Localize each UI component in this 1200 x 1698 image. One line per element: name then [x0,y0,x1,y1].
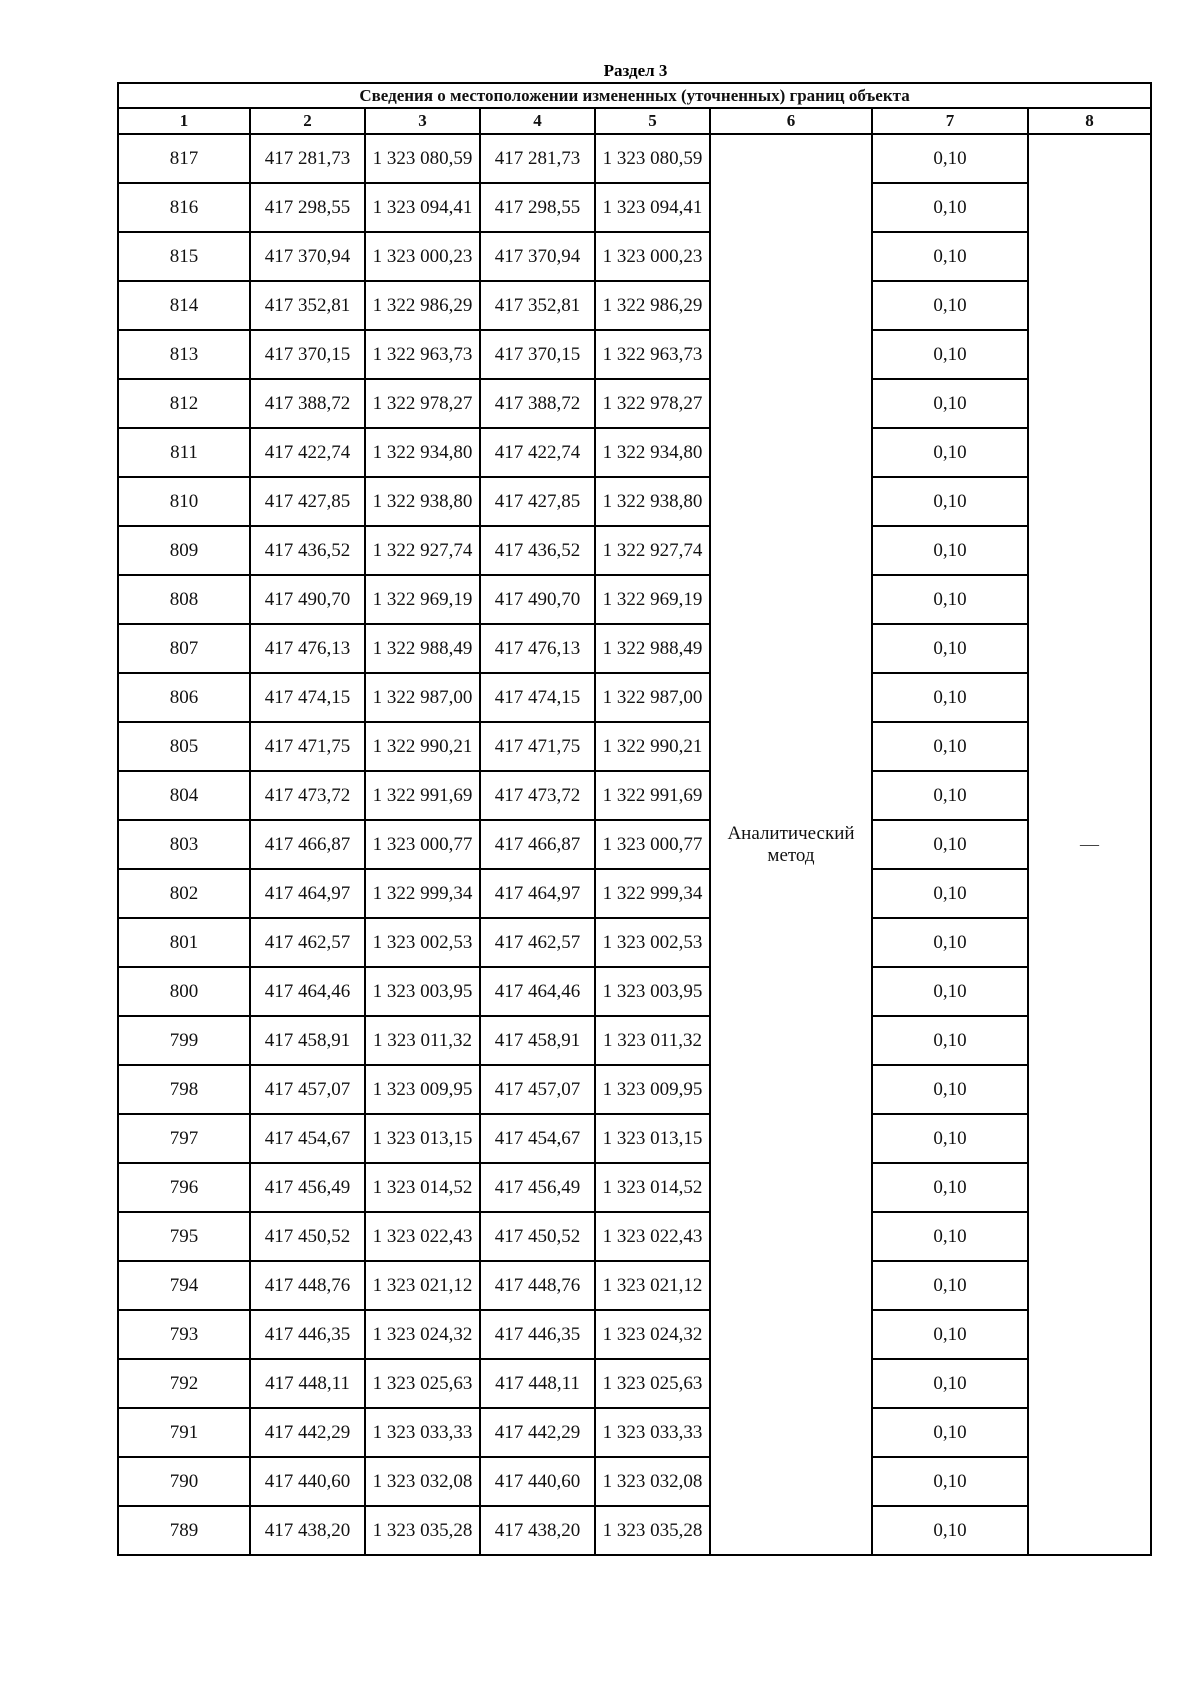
point-number-cell: 804 [118,771,250,820]
y-new-cell: 1 322 999,34 [595,869,710,918]
y-old-cell: 1 322 990,21 [365,722,480,771]
point-number-cell: 811 [118,428,250,477]
x-new-cell: 417 370,15 [480,330,595,379]
point-number-cell: 803 [118,820,250,869]
point-number-cell: 795 [118,1212,250,1261]
accuracy-cell: 0,10 [872,624,1028,673]
accuracy-cell: 0,10 [872,1310,1028,1359]
accuracy-cell: 0,10 [872,330,1028,379]
y-old-cell: 1 322 969,19 [365,575,480,624]
y-new-cell: 1 323 011,32 [595,1016,710,1065]
x-new-cell: 417 388,72 [480,379,595,428]
y-old-cell: 1 322 963,73 [365,330,480,379]
table-row [118,722,1151,771]
accuracy-cell: 0,10 [872,428,1028,477]
x-new-cell: 417 474,15 [480,673,595,722]
x-old-cell: 417 422,74 [250,428,365,477]
table-row [118,1163,1151,1212]
x-old-cell: 417 476,13 [250,624,365,673]
point-number-cell: 815 [118,232,250,281]
table-row [118,967,1151,1016]
y-new-cell: 1 322 988,49 [595,624,710,673]
y-new-cell: 1 322 938,80 [595,477,710,526]
y-old-cell: 1 322 999,34 [365,869,480,918]
point-number-cell: 806 [118,673,250,722]
y-new-cell: 1 322 991,69 [595,771,710,820]
x-old-cell: 417 473,72 [250,771,365,820]
note-cell: — [1028,134,1151,1555]
table-row [118,1016,1151,1065]
x-old-cell: 417 457,07 [250,1065,365,1114]
x-new-cell: 417 440,60 [480,1457,595,1506]
section-title: Раздел 3 [603,61,668,80]
x-new-cell: 417 446,35 [480,1310,595,1359]
x-new-cell: 417 448,76 [480,1261,595,1310]
y-old-cell: 1 323 080,59 [365,134,480,183]
y-old-cell: 1 323 000,77 [365,820,480,869]
x-old-cell: 417 440,60 [250,1457,365,1506]
x-old-cell: 417 438,20 [250,1506,365,1555]
accuracy-cell: 0,10 [872,1114,1028,1163]
column-number: 3 [365,108,480,134]
y-old-cell: 1 323 003,95 [365,967,480,1016]
x-new-cell: 417 454,67 [480,1114,595,1163]
x-old-cell: 417 450,52 [250,1212,365,1261]
x-new-cell: 417 438,20 [480,1506,595,1555]
y-new-cell: 1 322 987,00 [595,673,710,722]
x-old-cell: 417 466,87 [250,820,365,869]
x-old-cell: 417 448,76 [250,1261,365,1310]
x-old-cell: 417 427,85 [250,477,365,526]
accuracy-cell: 0,10 [872,477,1028,526]
y-new-cell: 1 323 003,95 [595,967,710,1016]
column-number: 6 [710,108,872,134]
y-new-cell: 1 323 002,53 [595,918,710,967]
y-new-cell: 1 323 032,08 [595,1457,710,1506]
accuracy-cell: 0,10 [872,134,1028,183]
y-new-cell: 1 323 000,23 [595,232,710,281]
x-new-cell: 417 442,29 [480,1408,595,1457]
y-old-cell: 1 323 021,12 [365,1261,480,1310]
accuracy-cell: 0,10 [872,232,1028,281]
accuracy-cell: 0,10 [872,722,1028,771]
table-row [118,183,1151,232]
accuracy-cell: 0,10 [872,575,1028,624]
y-old-cell: 1 322 978,27 [365,379,480,428]
accuracy-cell: 0,10 [872,1212,1028,1261]
accuracy-cell: 0,10 [872,1163,1028,1212]
accuracy-cell: 0,10 [872,673,1028,722]
table-row [118,820,1151,869]
x-new-cell: 417 464,46 [480,967,595,1016]
x-old-cell: 417 456,49 [250,1163,365,1212]
table-row [118,1457,1151,1506]
x-new-cell: 417 456,49 [480,1163,595,1212]
y-old-cell: 1 322 988,49 [365,624,480,673]
x-new-cell: 417 471,75 [480,722,595,771]
column-number: 4 [480,108,595,134]
x-old-cell: 417 352,81 [250,281,365,330]
table-row [118,428,1151,477]
table-row [118,1506,1151,1555]
point-number-cell: 794 [118,1261,250,1310]
y-new-cell: 1 323 080,59 [595,134,710,183]
y-old-cell: 1 323 009,95 [365,1065,480,1114]
accuracy-cell: 0,10 [872,1261,1028,1310]
x-old-cell: 417 298,55 [250,183,365,232]
x-new-cell: 417 427,85 [480,477,595,526]
table-row [118,869,1151,918]
x-new-cell: 417 352,81 [480,281,595,330]
x-old-cell: 417 446,35 [250,1310,365,1359]
x-new-cell: 417 473,72 [480,771,595,820]
column-number: 7 [872,108,1028,134]
y-old-cell: 1 323 024,32 [365,1310,480,1359]
point-number-cell: 810 [118,477,250,526]
column-number: 1 [118,108,250,134]
y-old-cell: 1 323 025,63 [365,1359,480,1408]
column-number: 8 [1028,108,1151,134]
x-new-cell: 417 436,52 [480,526,595,575]
table-row [118,477,1151,526]
y-new-cell: 1 323 014,52 [595,1163,710,1212]
y-old-cell: 1 322 987,00 [365,673,480,722]
point-number-cell: 792 [118,1359,250,1408]
y-new-cell: 1 322 969,19 [595,575,710,624]
x-new-cell: 417 450,52 [480,1212,595,1261]
point-number-cell: 809 [118,526,250,575]
point-number-cell: 797 [118,1114,250,1163]
x-new-cell: 417 448,11 [480,1359,595,1408]
x-new-cell: 417 422,74 [480,428,595,477]
table-row [118,232,1151,281]
x-old-cell: 417 442,29 [250,1408,365,1457]
x-old-cell: 417 281,73 [250,134,365,183]
table-row [118,379,1151,428]
x-new-cell: 417 466,87 [480,820,595,869]
accuracy-cell: 0,10 [872,1408,1028,1457]
accuracy-cell: 0,10 [872,379,1028,428]
table-row [118,1261,1151,1310]
table-body [118,134,1151,1555]
column-number: 5 [595,108,710,134]
x-old-cell: 417 448,11 [250,1359,365,1408]
point-number-cell: 805 [118,722,250,771]
y-old-cell: 1 322 927,74 [365,526,480,575]
x-new-cell: 417 298,55 [480,183,595,232]
point-number-cell: 816 [118,183,250,232]
y-new-cell: 1 322 986,29 [595,281,710,330]
table-row [118,624,1151,673]
x-old-cell: 417 436,52 [250,526,365,575]
y-new-cell: 1 323 021,12 [595,1261,710,1310]
point-number-cell: 807 [118,624,250,673]
x-old-cell: 417 370,94 [250,232,365,281]
method-label-line2: метод [767,844,815,866]
y-new-cell: 1 323 033,33 [595,1408,710,1457]
table-row [118,1065,1151,1114]
y-new-cell: 1 322 990,21 [595,722,710,771]
x-old-cell: 417 464,46 [250,967,365,1016]
y-new-cell: 1 323 024,32 [595,1310,710,1359]
point-number-cell: 796 [118,1163,250,1212]
table-row [118,1359,1151,1408]
table-row [118,918,1151,967]
accuracy-cell: 0,10 [872,771,1028,820]
x-new-cell: 417 458,91 [480,1016,595,1065]
point-number-cell: 789 [118,1506,250,1555]
x-old-cell: 417 471,75 [250,722,365,771]
x-old-cell: 417 462,57 [250,918,365,967]
y-new-cell: 1 323 000,77 [595,820,710,869]
table-caption-row [118,83,1151,108]
point-number-cell: 801 [118,918,250,967]
point-number-cell: 790 [118,1457,250,1506]
x-old-cell: 417 458,91 [250,1016,365,1065]
accuracy-cell: 0,10 [872,1016,1028,1065]
column-number: 2 [250,108,365,134]
accuracy-cell: 0,10 [872,281,1028,330]
table-row [118,134,1151,183]
y-old-cell: 1 322 986,29 [365,281,480,330]
y-old-cell: 1 322 938,80 [365,477,480,526]
table-row [118,526,1151,575]
method-cell [710,134,872,1555]
table-row [118,1114,1151,1163]
accuracy-cell: 0,10 [872,820,1028,869]
x-new-cell: 417 476,13 [480,624,595,673]
table-row [118,1408,1151,1457]
accuracy-cell: 0,10 [872,1065,1028,1114]
y-old-cell: 1 323 033,33 [365,1408,480,1457]
x-new-cell: 417 281,73 [480,134,595,183]
point-number-cell: 813 [118,330,250,379]
point-number-cell: 808 [118,575,250,624]
y-new-cell: 1 322 978,27 [595,379,710,428]
accuracy-cell: 0,10 [872,1359,1028,1408]
accuracy-cell: 0,10 [872,526,1028,575]
y-old-cell: 1 323 011,32 [365,1016,480,1065]
y-new-cell: 1 323 013,15 [595,1114,710,1163]
x-new-cell: 417 457,07 [480,1065,595,1114]
x-old-cell: 417 370,15 [250,330,365,379]
table-row [118,575,1151,624]
column-number-row [118,108,1151,134]
table-row [118,330,1151,379]
accuracy-cell: 0,10 [872,183,1028,232]
table-row [118,771,1151,820]
y-old-cell: 1 322 934,80 [365,428,480,477]
y-old-cell: 1 323 014,52 [365,1163,480,1212]
y-old-cell: 1 323 000,23 [365,232,480,281]
x-old-cell: 417 454,67 [250,1114,365,1163]
y-new-cell: 1 323 022,43 [595,1212,710,1261]
y-new-cell: 1 323 025,63 [595,1359,710,1408]
y-new-cell: 1 322 963,73 [595,330,710,379]
x-new-cell: 417 370,94 [480,232,595,281]
y-old-cell: 1 322 991,69 [365,771,480,820]
table-row [118,1310,1151,1359]
y-new-cell: 1 322 934,80 [595,428,710,477]
accuracy-cell: 0,10 [872,869,1028,918]
point-number-cell: 799 [118,1016,250,1065]
y-old-cell: 1 323 035,28 [365,1506,480,1555]
point-number-cell: 793 [118,1310,250,1359]
table-caption: Сведения о местоположении измененных (уточненных) границ объекта [118,83,1151,108]
y-old-cell: 1 323 002,53 [365,918,480,967]
x-new-cell: 417 464,97 [480,869,595,918]
y-old-cell: 1 323 013,15 [365,1114,480,1163]
y-new-cell: 1 323 035,28 [595,1506,710,1555]
point-number-cell: 814 [118,281,250,330]
point-number-cell: 800 [118,967,250,1016]
point-number-cell: 817 [118,134,250,183]
table-row [118,673,1151,722]
y-old-cell: 1 323 022,43 [365,1212,480,1261]
x-old-cell: 417 388,72 [250,379,365,428]
y-new-cell: 1 322 927,74 [595,526,710,575]
x-old-cell: 417 490,70 [250,575,365,624]
point-number-cell: 791 [118,1408,250,1457]
accuracy-cell: 0,10 [872,1506,1028,1555]
boundary-coordinates-table [117,82,1152,1556]
x-new-cell: 417 490,70 [480,575,595,624]
accuracy-cell: 0,10 [872,1457,1028,1506]
point-number-cell: 798 [118,1065,250,1114]
y-new-cell: 1 323 009,95 [595,1065,710,1114]
y-old-cell: 1 323 094,41 [365,183,480,232]
method-label-line1: Аналитический [727,822,855,844]
y-old-cell: 1 323 032,08 [365,1457,480,1506]
point-number-cell: 802 [118,869,250,918]
accuracy-cell: 0,10 [872,918,1028,967]
x-new-cell: 417 462,57 [480,918,595,967]
table-row [118,1212,1151,1261]
point-number-cell: 812 [118,379,250,428]
y-new-cell: 1 323 094,41 [595,183,710,232]
table-row [118,281,1151,330]
x-old-cell: 417 474,15 [250,673,365,722]
accuracy-cell: 0,10 [872,967,1028,1016]
x-old-cell: 417 464,97 [250,869,365,918]
